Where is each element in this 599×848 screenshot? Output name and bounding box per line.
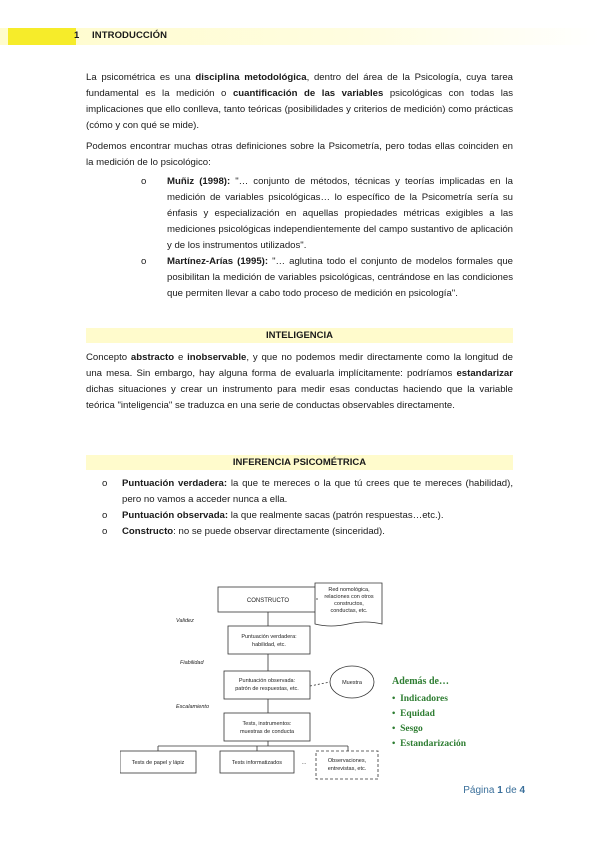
- bullet-dot-icon: •: [392, 739, 401, 749]
- page-number: Página 1 de 4: [463, 785, 525, 796]
- ademas-item: • Equidad: [392, 709, 435, 719]
- fiabilidad-label: Fiabilidad: [180, 660, 204, 666]
- tests-box: [224, 713, 310, 741]
- definition-item: o Martínez-Arías (1995): "… aglutina todo el conjunto de modelos formales que posibilitan la medición de variables psicológicas, centrándose en las condiciones que permiten llevar a cabo todo proceso de medición en psicología".: [141, 256, 514, 299]
- puntuacion-verdadera-box: [228, 626, 310, 654]
- pv-line-1: Puntuación verdadera:: [241, 634, 297, 640]
- po-line-2: patrón de respuestas, etc.: [235, 686, 299, 692]
- red-line-2: relaciones con otros: [324, 594, 374, 600]
- bottom-dots: ...: [301, 760, 307, 766]
- inteligencia-heading: INTELIGENCIA: [86, 328, 513, 343]
- tests-line-1: Tests, instrumentos:: [242, 721, 292, 727]
- definition-item: o Muñiz (1998): "… conjunto de métodos, técnicas y teorías implicadas en la medición de variables psicológicas… lo específico de la Psicometría sería su énfasis y especialización en aquellas propiedades métricas exigibles a las mediciones psicológicas independientemente del campo sustantivo de aplicación y de los instrumentos utilizados".: [141, 176, 513, 251]
- inferencia-item: o Constructo: no se puede observar directamente (sinceridad).: [122, 524, 513, 540]
- section-header-bar: [0, 28, 599, 45]
- inferencia-heading: INFERENCIA PSICOMÉTRICA: [86, 455, 513, 470]
- intro-paragraph-1: La psicométrica es una disciplina metodológica, dentro del área de la Psicología, cuya tarea fundamental es la medición o cuantificación de las variables psicológicas con todas las implicaciones que ello conlleva, tanto teóricas (posibilidades y criterios de medición) como prácticas (cómo y con qué se mide).: [86, 72, 513, 131]
- tests-line-2: muestras de conducta: [239, 729, 295, 735]
- section-number-block: [8, 28, 80, 45]
- inferencia-item: o Puntuación verdadera: la que te mereces o la que tú crees que te mereces (habilidad), pero no vamos a acceder nunca a ella.: [102, 478, 513, 505]
- bullet-dot-icon: •: [392, 709, 401, 719]
- bottom-obs-line-2: entrevistas, etc.: [327, 766, 367, 772]
- bottom-box-observaciones: [316, 751, 378, 779]
- bullet-circle-icon: o: [102, 526, 108, 537]
- section-number: 1: [74, 30, 80, 41]
- bullet-dot-icon: •: [392, 694, 401, 704]
- red-line-4: conductas, etc.: [330, 608, 368, 614]
- bottom-papel-label: Tests de papel y lápiz: [131, 760, 185, 766]
- pv-line-2: habilidad, etc.: [252, 642, 286, 648]
- intro-paragraph-2: Podemos encontrar muchas otras definiciones sobre la Psicometría, pero todas ellas coinciden en la medición de lo psicológico:: [86, 141, 513, 168]
- ademas-item: • Sesgo: [392, 724, 423, 734]
- bottom-obs-line-1: Observaciones,: [327, 758, 367, 764]
- red-line-1: Red nomológica,: [328, 587, 370, 593]
- ademas-item: • Indicadores: [392, 694, 448, 704]
- ademas-item: • Estandarización: [392, 739, 467, 749]
- ademas-list: [392, 692, 466, 752]
- inferencia-list: [102, 476, 513, 540]
- bullet-circle-icon: o: [102, 510, 108, 521]
- definitions-list: [141, 174, 514, 302]
- bullet-circle-icon: o: [141, 176, 147, 187]
- validez-label: Validez: [176, 618, 194, 624]
- muestra-label: Muestra: [342, 680, 362, 686]
- escalamiento-label: Escalamiento: [176, 704, 210, 710]
- puntuacion-observada-box: [224, 671, 310, 699]
- section-title: INTRODUCCIÓN: [92, 30, 168, 41]
- bullet-circle-icon: o: [141, 256, 147, 267]
- bullet-dot-icon: •: [392, 724, 401, 734]
- bottom-informatizados-label: Tests informatizados: [231, 760, 283, 766]
- red-line-3: constructos,: [334, 601, 364, 607]
- inferencia-item: o Puntuación observada: la que realmente sacas (patrón respuestas…etc.).: [122, 508, 513, 524]
- bullet-circle-icon: o: [102, 478, 108, 489]
- constructo-label: CONSTRUCTO: [246, 598, 290, 604]
- inteligencia-paragraph: Concepto abstracto e inobservable, y que no podemos medir directamente como la longitud de una mesa. Sin embargo, hay alguna forma de evaluarla implícitamente: podríamos estandarizar dichas situaciones y crear un instrumento para medir esas conductas haciendo que la variable teórica "inteligencia" se traduzca en una serie de conductas observables directamente.: [86, 352, 514, 411]
- ademas-title: Además de…: [392, 676, 449, 687]
- po-line-1: Puntuación observada:: [238, 678, 296, 684]
